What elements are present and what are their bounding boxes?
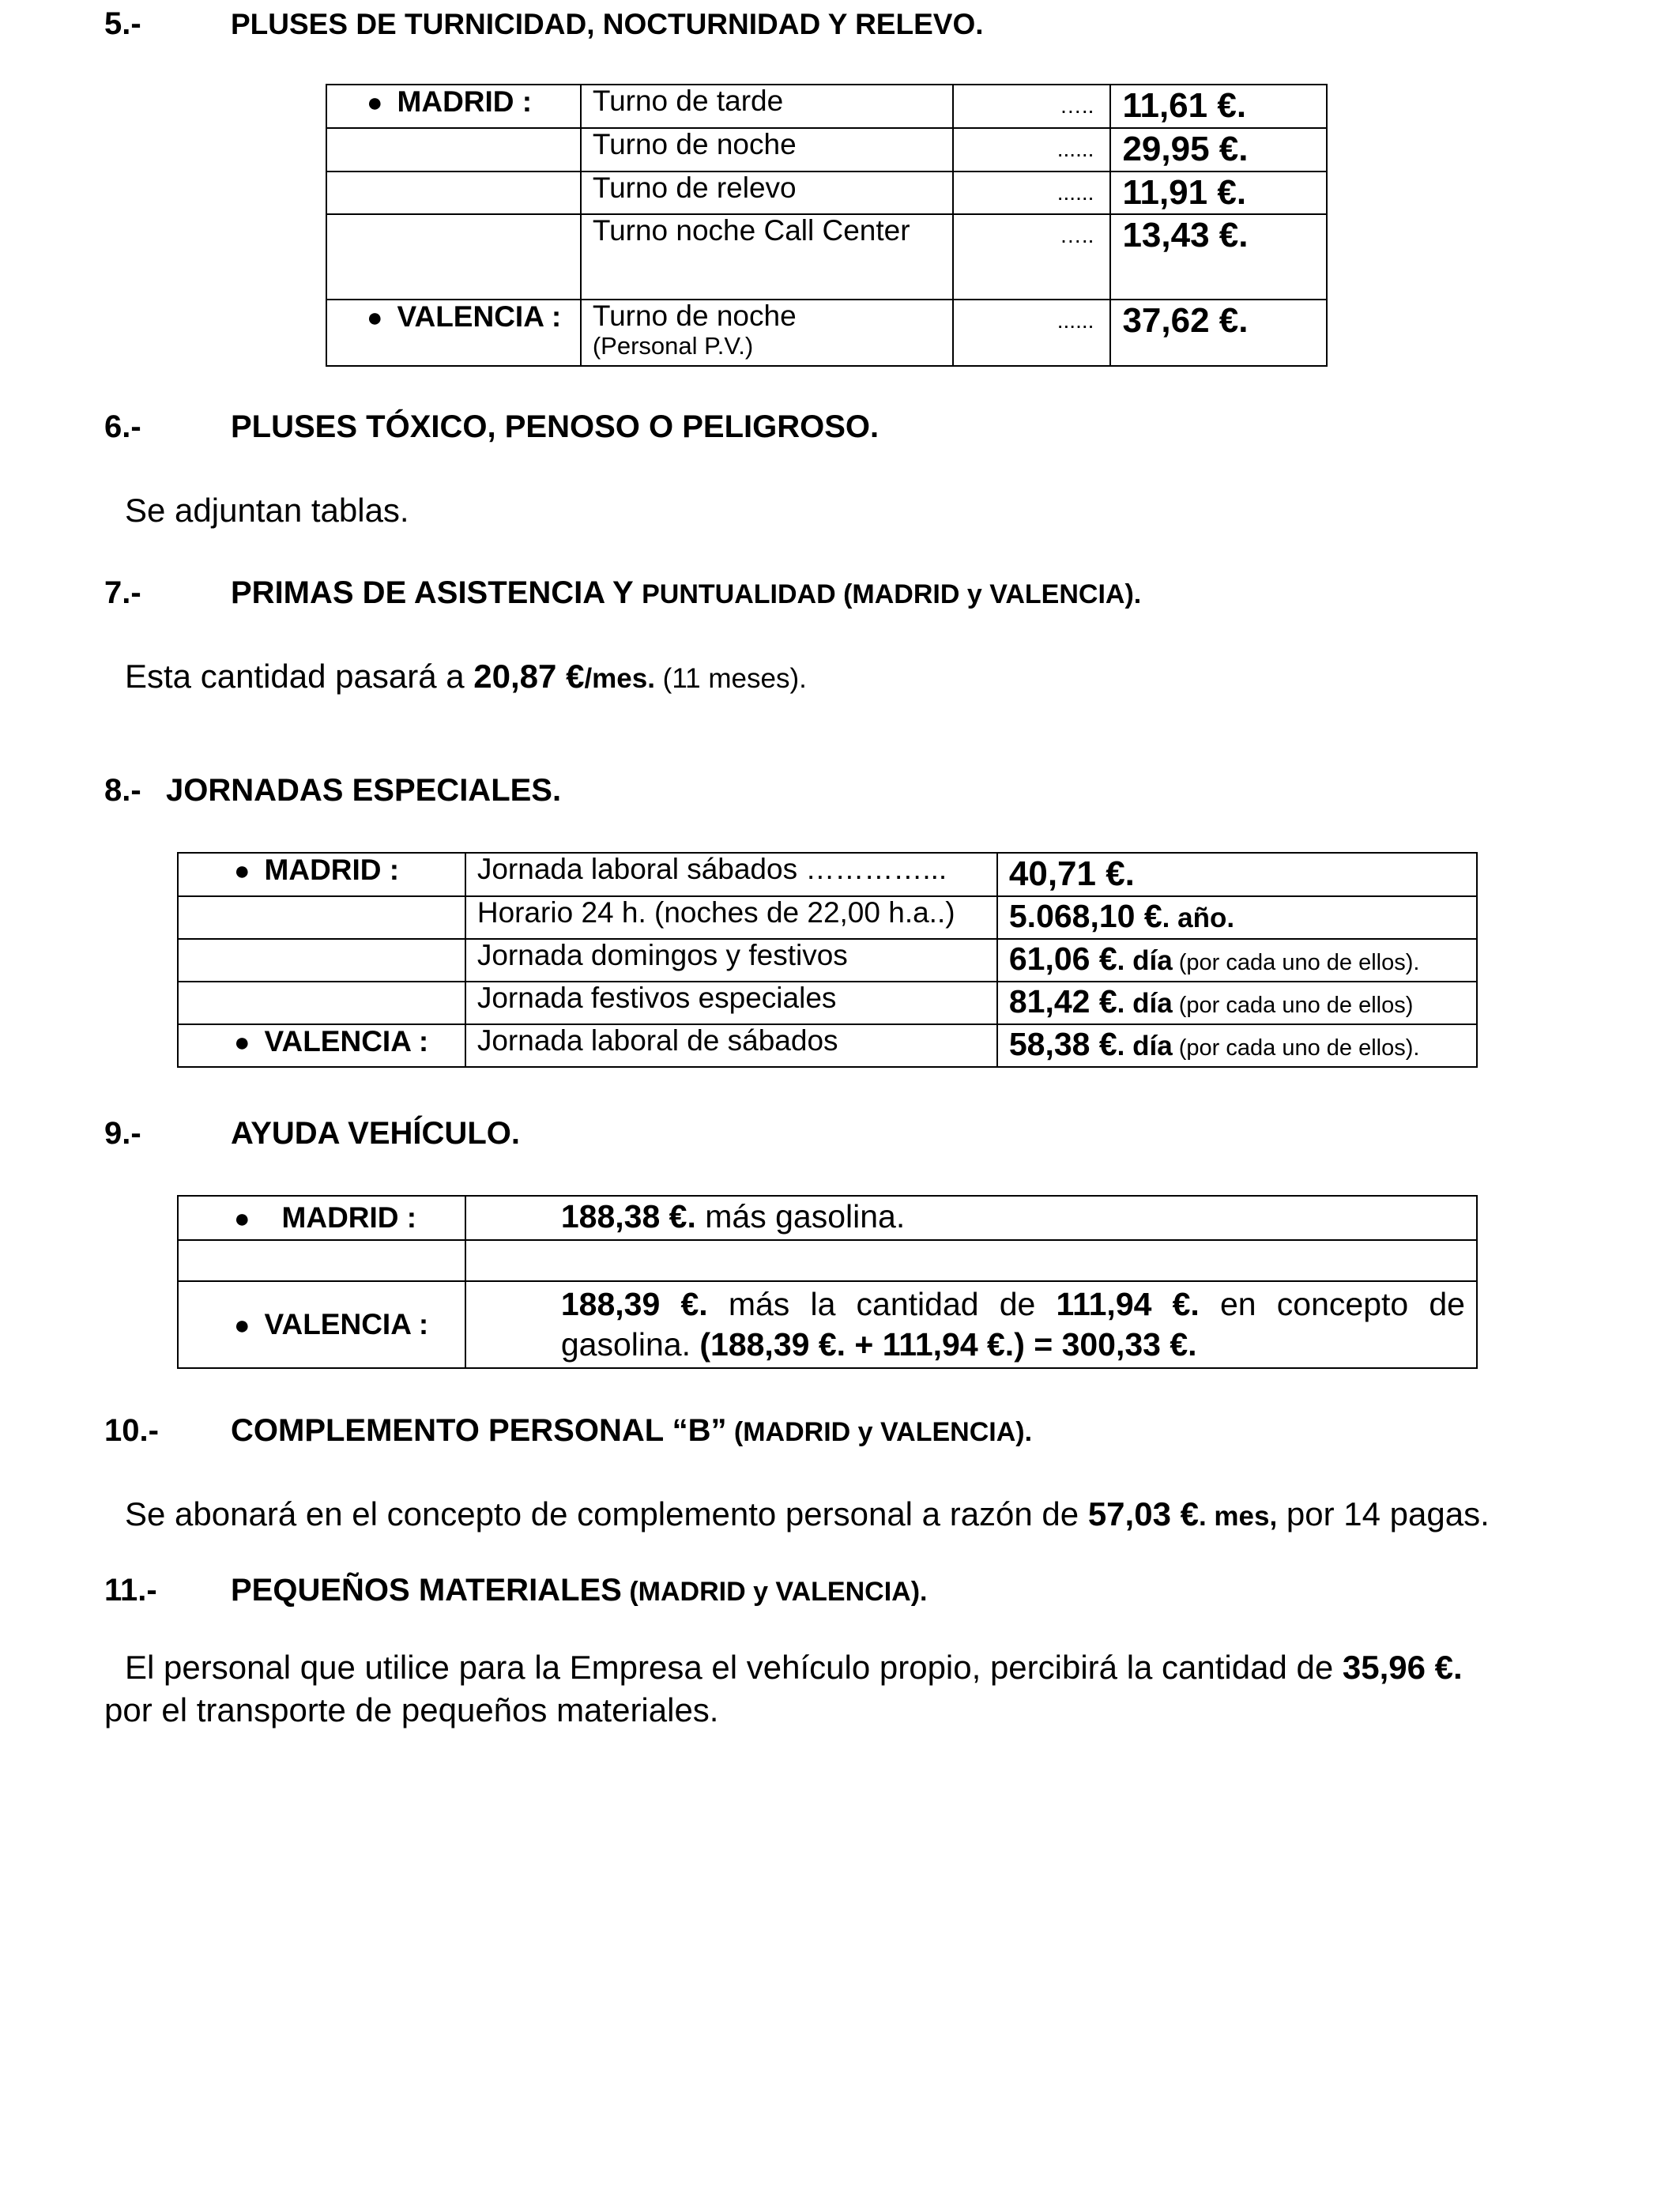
madrid-label: MADRID : (281, 1201, 417, 1234)
valencia-label: VALENCIA : (264, 1308, 429, 1340)
special-days-table (177, 852, 1478, 1068)
shift-bonus-table (326, 84, 1328, 367)
table-row: ● MADRID : 188,38 €. más gasolina. (178, 1196, 1477, 1240)
section-6-title: PLUSES TÓXICO, PENOSO O PELIGROSO. (231, 409, 880, 444)
section-6-number: 6.- (104, 409, 141, 444)
leader-dots: ...... (953, 172, 1111, 215)
leader-dots: ...... (953, 128, 1111, 172)
section-6-text: Se adjuntan tablas. (125, 492, 409, 529)
day-desc: Jornada laboral sábados …………... (465, 853, 997, 896)
section-7-title: PRIMAS DE ASISTENCIA Y PUNTUALIDAD (MADRID y VALENCIA). (231, 575, 1142, 610)
section-11-number: 11.- (104, 1573, 157, 1608)
shift-amount: 11,61 €. (1110, 85, 1327, 128)
section-9-number: 9.- (104, 1116, 141, 1151)
table-row (178, 1240, 1477, 1281)
valencia-label: VALENCIA : (397, 300, 562, 334)
shift-desc: Turno de noche (592, 300, 797, 333)
vehicle-aid-table (177, 1195, 1478, 1369)
shift-desc: Turno noche Call Center (581, 214, 953, 300)
bullet-icon: ● (234, 1027, 250, 1057)
leader-dots: ...... (953, 300, 1111, 366)
day-desc: Jornada laboral de sábados (465, 1024, 997, 1067)
bullet-icon: ● (367, 303, 383, 334)
table-row: ● VALENCIA : Jornada laboral de sábados 58,38 €. día (por cada uno de ellos). (178, 1024, 1477, 1067)
table-row: Jornada festivos especiales 81,42 €. día (por cada uno de ellos) (178, 982, 1477, 1024)
section-5-title: PLUSES DE TURNICIDAD, NOCTURNIDAD Y RELEVO. (231, 8, 984, 40)
shift-desc: Turno de noche (581, 128, 953, 172)
table-row: ● VALENCIA : 188,39 €. más la cantidad de 111,94 €. en concepto de gasolina. (188,39 €. + 111,94 €.) = 300,33 €. (178, 1281, 1477, 1368)
section-7-text: Esta cantidad pasará a 20,87 €/mes. (11 meses). (125, 658, 807, 695)
bullet-icon: ● (367, 88, 383, 118)
day-amount: 81,42 € (1008, 982, 1117, 1020)
leader-dots: ….. (953, 85, 1111, 128)
shift-desc: Turno de tarde (581, 85, 953, 128)
madrid-label: MADRID : (264, 854, 400, 886)
section-7-number: 7.- (104, 575, 141, 610)
table-row (326, 214, 1327, 300)
valencia-label: VALENCIA : (264, 1024, 429, 1057)
table-row (326, 85, 1327, 128)
section-8-title: JORNADAS ESPECIALES. (166, 773, 562, 808)
section-5-number: 5.- (104, 6, 141, 41)
shift-desc: Turno de relevo (581, 172, 953, 215)
shift-desc-sub: (Personal P.V.) (592, 332, 754, 360)
shift-amount: 13,43 €. (1110, 214, 1327, 300)
bullet-icon: ● (234, 1310, 250, 1340)
day-amount: 40,71 €. (997, 853, 1477, 896)
day-amount: 58,38 € (1008, 1025, 1117, 1062)
section-11-text-line2: por el transporte de pequeños materiales. (104, 1691, 719, 1728)
table-row (326, 172, 1327, 215)
table-row (178, 853, 1477, 896)
day-amount: 61,06 € (1008, 940, 1117, 977)
section-11-text-line1: El personal que utilice para la Empresa el vehículo propio, percibirá la cantidad de 35,96 €. (125, 1649, 1463, 1686)
section-10-text: Se abonará en el concepto de complemento personal a razón de 57,03 €. mes, por 14 pagas. (125, 1495, 1490, 1532)
day-amount: 5.068,10 € (1008, 897, 1162, 934)
day-desc: Horario 24 h. (noches de 22,00 h.a..) (465, 896, 997, 939)
table-row: Horario 24 h. (noches de 22,00 h.a..) 5.068,10 €. año. (178, 896, 1477, 939)
shift-amount: 37,62 €. (1110, 300, 1327, 366)
section-10-number: 10.- (104, 1413, 159, 1448)
section-10-title: COMPLEMENTO PERSONAL “B” (MADRID y VALENCIA). (231, 1413, 1033, 1448)
leader-dots: ….. (953, 214, 1111, 300)
section-11-title: PEQUEÑOS MATERIALES (MADRID y VALENCIA). (231, 1573, 928, 1608)
day-desc: Jornada domingos y festivos (465, 939, 997, 982)
madrid-label: MADRID : (397, 85, 533, 118)
section-8-number: 8.- (104, 773, 141, 808)
table-row: Jornada domingos y festivos 61,06 €. día (por cada uno de ellos). (178, 939, 1477, 982)
table-row (326, 300, 1327, 366)
shift-amount: 11,91 €. (1110, 172, 1327, 215)
day-desc: Jornada festivos especiales (465, 982, 997, 1024)
bullet-icon: ● (234, 856, 250, 886)
bullet-icon: ● (234, 1204, 250, 1234)
section-9-title: AYUDA VEHÍCULO. (231, 1116, 520, 1151)
table-row (326, 128, 1327, 172)
shift-amount: 29,95 €. (1110, 128, 1327, 172)
